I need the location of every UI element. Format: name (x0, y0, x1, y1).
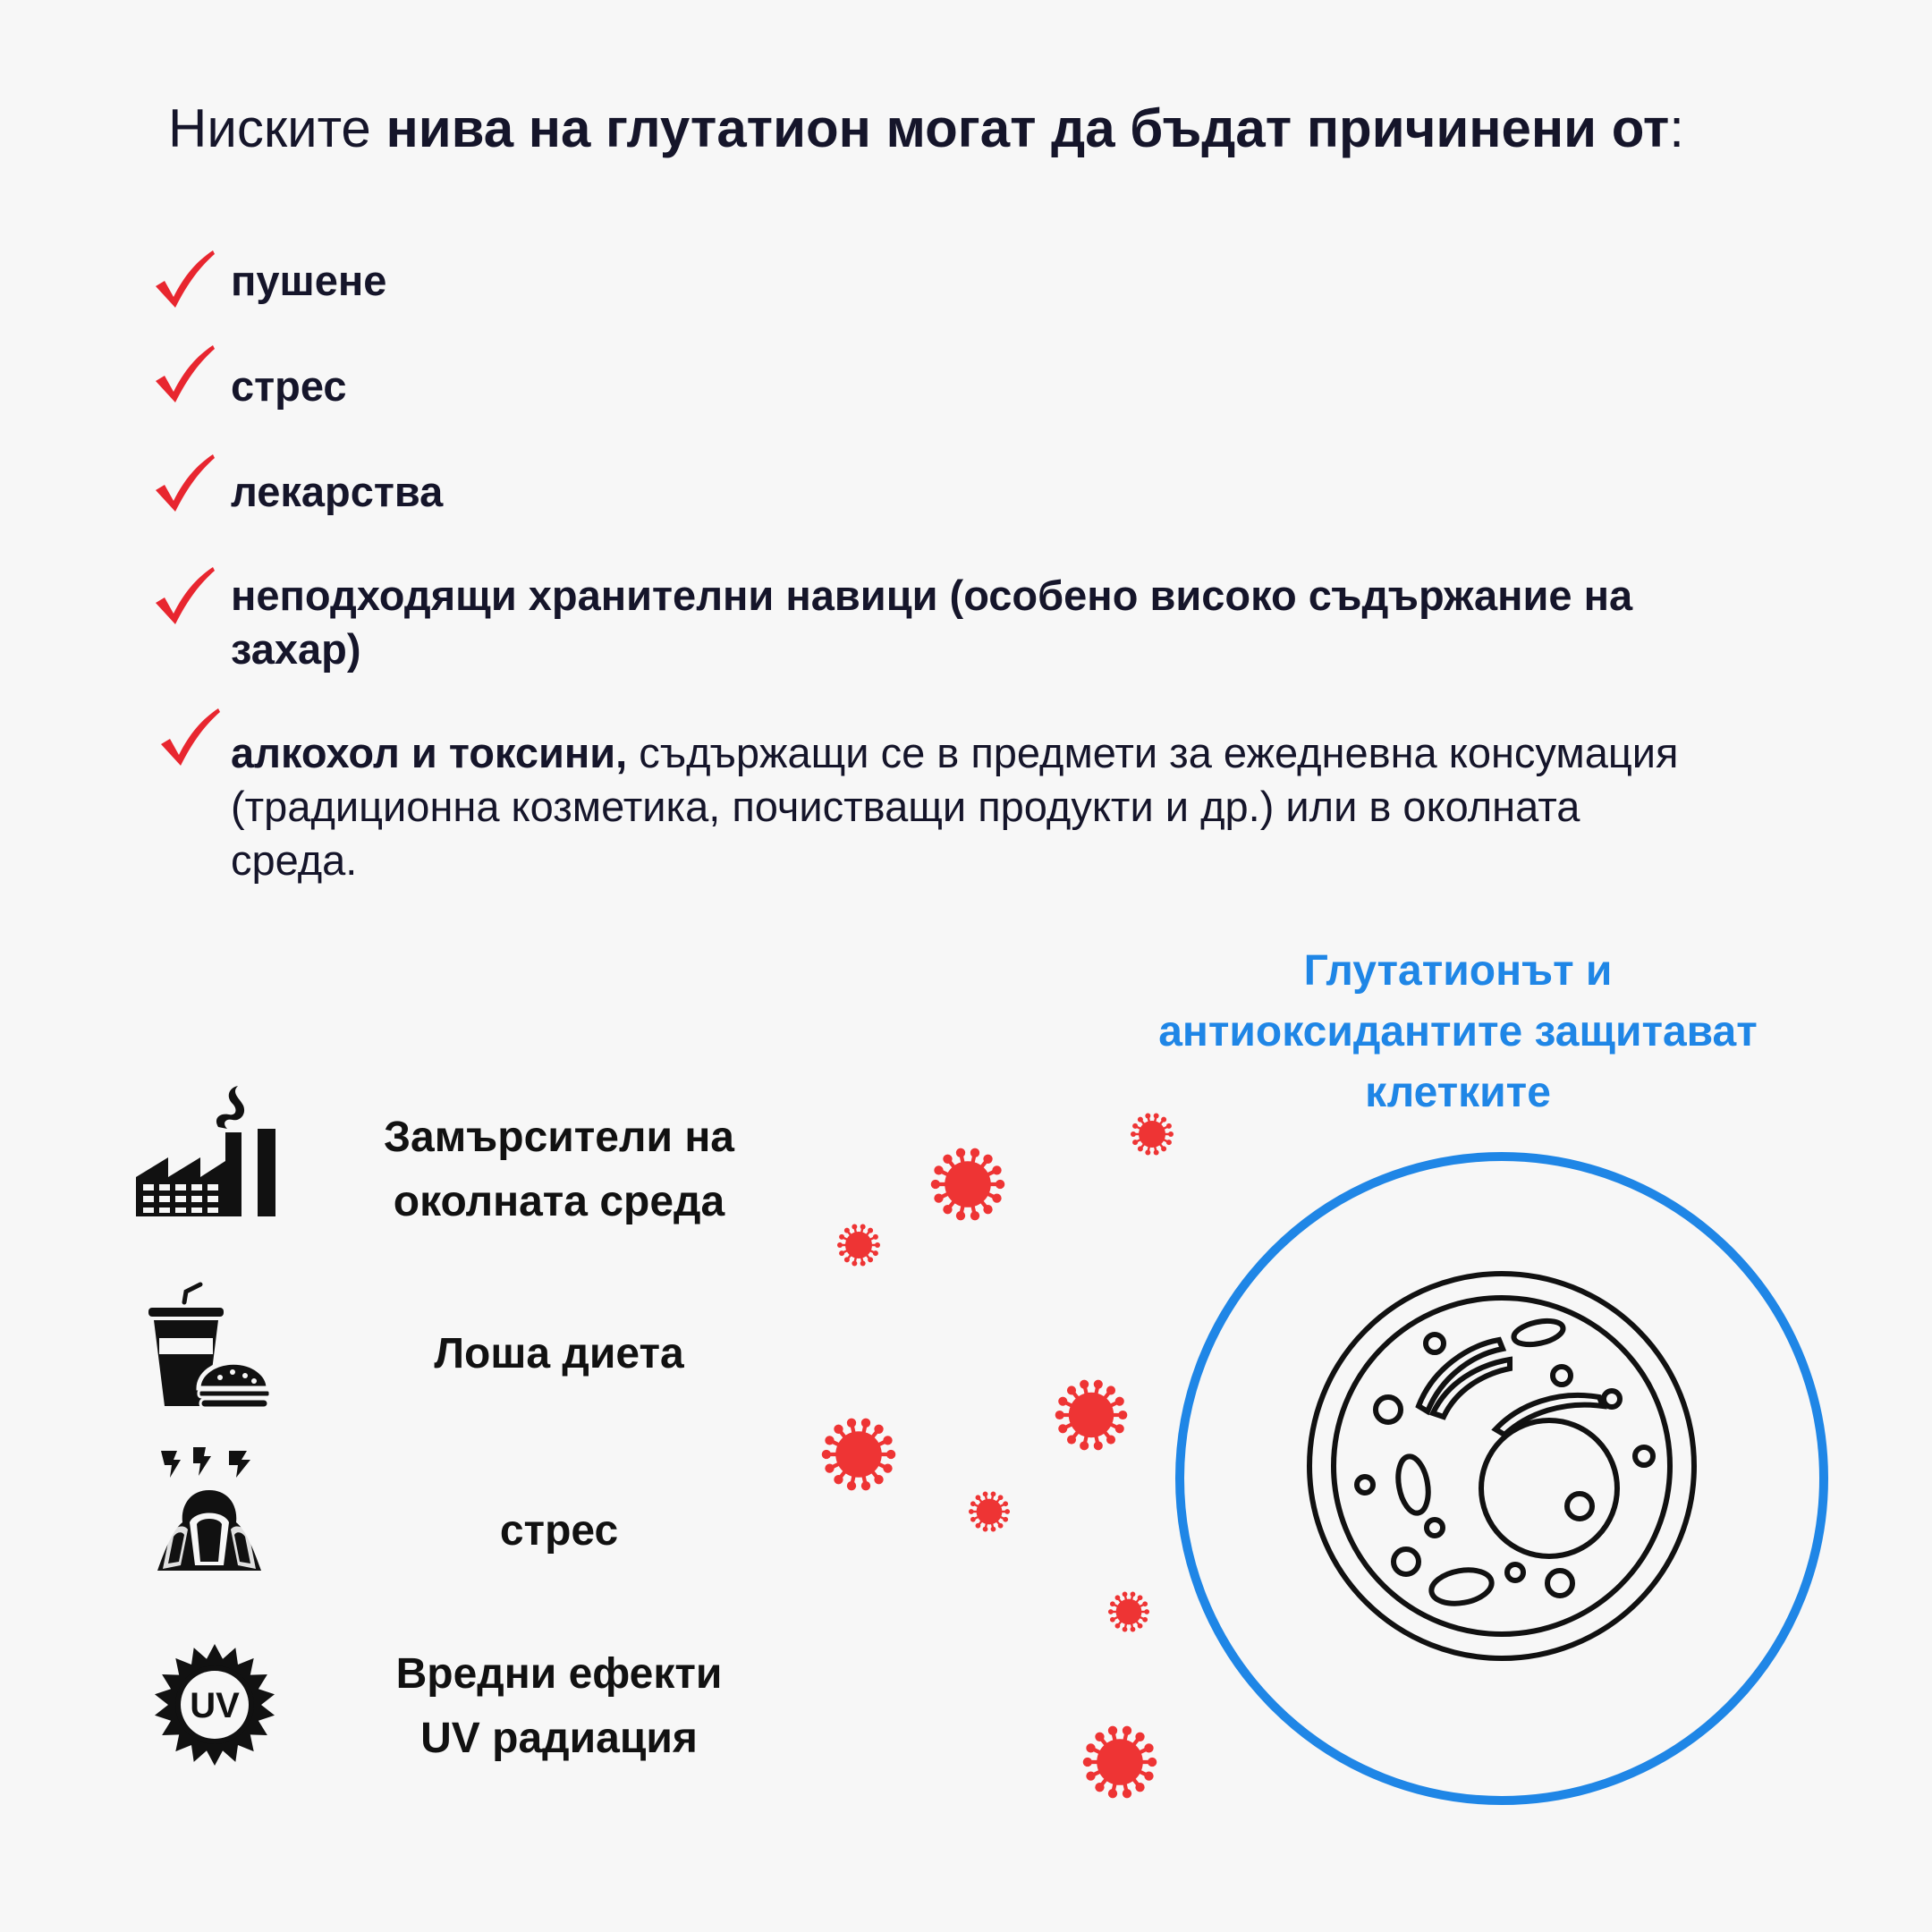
stressed-person-icon (154, 1447, 265, 1576)
virus-icon (836, 1223, 881, 1267)
protection-heading: Глутатионът и антиоксидантите защитават клетките (1158, 947, 1758, 1116)
check-icon (152, 565, 216, 630)
virus-icon (1054, 1377, 1129, 1453)
factor-label: Вредни ефекти UV радиация (395, 1650, 723, 1762)
virus-icon (1107, 1590, 1150, 1633)
factory-icon (132, 1079, 284, 1218)
page-title: Ниските нива на глутатион могат да бъдат причинени от: (168, 98, 1684, 158)
cause-item: лекарства (231, 468, 444, 515)
check-icon (152, 453, 216, 517)
cause-item: пушене (231, 257, 387, 304)
cause-item: неподходящи хранителни навици (особено високо съдържание на захар) (231, 572, 1633, 673)
virus-icon (1081, 1724, 1158, 1801)
virus-icon (968, 1490, 1011, 1533)
protected-cell-illustration (1174, 1150, 1830, 1807)
uv-sun-icon (152, 1642, 277, 1767)
check-icon (152, 249, 216, 313)
factor-label: Лоша диета (434, 1330, 684, 1377)
protective-ring (1180, 1157, 1824, 1801)
cause-item: алкохол и токсини, съдържащи се в предмети за ежедневна консумация (традиционна козметика, почистващи продукти и др.) или в околната среда. (231, 729, 1679, 884)
check-icon (157, 707, 222, 771)
cell-icon (1309, 1274, 1694, 1658)
virus-icon (820, 1416, 897, 1493)
fast-food-icon (143, 1281, 272, 1410)
cause-item: стрес (231, 362, 347, 410)
check-icon (152, 343, 216, 408)
svg-text:UV: UV (190, 1686, 240, 1725)
virus-icon (929, 1146, 1006, 1223)
virus-icon (1130, 1112, 1174, 1157)
factor-label: стрес (499, 1507, 619, 1555)
factor-label: Замърсители на околната среда (383, 1114, 734, 1225)
